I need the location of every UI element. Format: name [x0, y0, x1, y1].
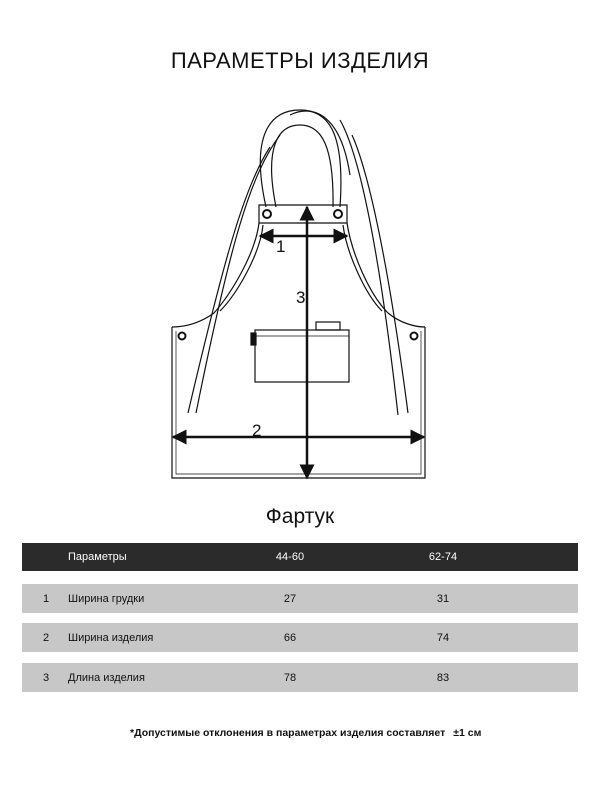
row-size-a: 27	[283, 592, 297, 605]
pocket-tab	[316, 322, 340, 330]
page-title: ПАРАМЕТРЫ ИЗДЕЛИЯ	[170, 48, 430, 73]
table-row	[22, 623, 578, 652]
row-size-b: 83	[436, 671, 450, 684]
product-name: Фартук	[265, 505, 335, 528]
header-size-a: 44-60	[275, 551, 305, 563]
row-size-b: 31	[436, 592, 450, 605]
grommet-right	[411, 333, 418, 340]
measure-label-3: 3	[296, 288, 306, 307]
row-name: Ширина изделия	[68, 631, 154, 644]
row-num: 1	[42, 592, 50, 605]
apron-diagram	[0, 95, 600, 495]
header-size-b: 62-74	[428, 551, 458, 563]
row-size-b: 74	[436, 631, 450, 644]
table-row	[22, 584, 578, 613]
grommet-top-right	[334, 210, 342, 218]
row-num: 3	[42, 671, 50, 684]
table-header	[22, 543, 578, 571]
measure-label-2: 2	[252, 421, 262, 440]
neck-strap-inner	[272, 125, 333, 207]
left-tie-strap-edge	[196, 135, 280, 413]
left-tie-strap	[188, 147, 270, 413]
tolerance-note	[130, 727, 481, 739]
row-name: Длина изделия	[68, 671, 145, 684]
header-params: Параметры	[68, 551, 127, 563]
row-size-a: 78	[283, 671, 297, 684]
grommets	[179, 210, 418, 340]
row-size-a: 66	[283, 631, 297, 644]
grommet-top-left	[263, 210, 271, 218]
grommet-left	[179, 333, 186, 340]
note-tolerance: ±1 см	[453, 727, 482, 739]
skirt-stitch	[176, 331, 421, 474]
pocket	[255, 330, 349, 382]
table-row	[22, 663, 578, 692]
label-tag	[251, 333, 256, 345]
measure-label-1: 1	[276, 237, 286, 256]
row-name: Ширина грудки	[68, 592, 145, 605]
row-num: 2	[42, 631, 50, 644]
header-num	[40, 543, 52, 571]
skirt-body	[172, 327, 425, 478]
note-text: *Допустимые отклонения в параметрах изделия составляет	[130, 727, 446, 739]
